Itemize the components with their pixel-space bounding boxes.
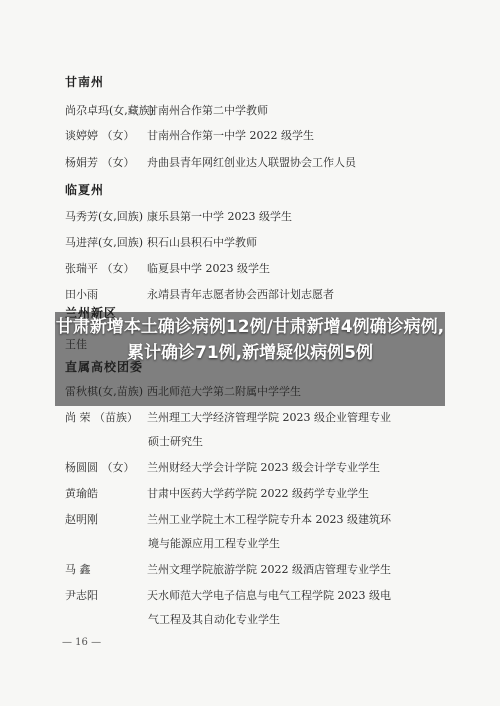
person-affiliation: 临夏县中学 2023 级学生 [147,262,270,275]
person-affiliation: 积石山县积石中学教师 [147,236,257,249]
person-name: 马 鑫 [65,563,91,576]
list-item [65,208,292,224]
list-item [65,102,268,118]
person-affiliation: 永靖县青年志愿者协会西部计划志愿者 [147,288,334,301]
person-name: 张瑞平 （女） [65,262,135,275]
person-affiliation: 兰州理工大学经济管理学院 2023 级企业管理专业 [147,411,391,424]
person-affiliation: 兰州工业学院土木工程学院专升本 2023 级建筑环 [147,513,391,526]
list-item [65,511,391,527]
list-item [65,127,314,143]
person-name: 马进萍(女,回族) [65,236,144,249]
person-affiliation: 康乐县第一中学 2023 级学生 [147,210,292,223]
section-title-gannan: 甘南州 [65,75,105,89]
list-item [65,587,391,603]
person-name: 马秀芳(女,回族) [65,210,144,223]
list-item [65,459,380,475]
list-item [65,154,356,170]
affiliation-continuation: 境与能源应用工程专业学生 [148,537,280,550]
affiliation-continuation: 气工程及其自动化专业学生 [148,613,280,626]
page-number: — 16 — [62,637,102,648]
headline-text: 甘肃新增本土确诊病例12例/甘肃新增4例确诊病例,累计确诊71例,新增疑似病例5例 [55,317,445,363]
person-name: 杨娟芳 （女） [65,156,135,169]
person-name: 杨圆圆 （女） [65,461,135,474]
person-affiliation: 甘肃中医药大学药学院 2022 级药学专业学生 [147,487,369,500]
section-title-linxia: 临夏州 [65,183,105,197]
list-item [65,561,391,577]
list-item [65,485,369,501]
person-name: 田小雨 [65,288,98,301]
list-item [65,234,257,250]
person-affiliation: 兰州财经大学会计学院 2023 级会计学专业学生 [147,461,380,474]
person-affiliation: 舟曲县青年网红创业达人联盟协会工作人员 [147,156,356,169]
person-affiliation: 兰州文理学院旅游学院 2022 级酒店管理专业学生 [147,563,391,576]
person-name: 尚 荣 （苗族） [65,411,138,424]
person-name: 赵明刚 [65,513,98,526]
person-name: 黄瑜皓 [65,487,98,500]
list-item [65,409,391,425]
person-name: 尚尕卓玛(女,藏族) [65,104,155,117]
list-item [65,286,334,302]
list-item [65,260,270,276]
person-affiliation: 甘南州合作第一中学 2022 级学生 [147,129,314,142]
person-affiliation: 天水师范大学电子信息与电气工程学院 2023 级电 [147,589,391,602]
person-name: 谈婷婷 （女） [65,129,135,142]
affiliation-continuation: 硕士研究生 [148,435,203,448]
person-name: 尹志阳 [65,589,98,602]
person-affiliation: 甘南州合作第二中学教师 [147,104,268,117]
